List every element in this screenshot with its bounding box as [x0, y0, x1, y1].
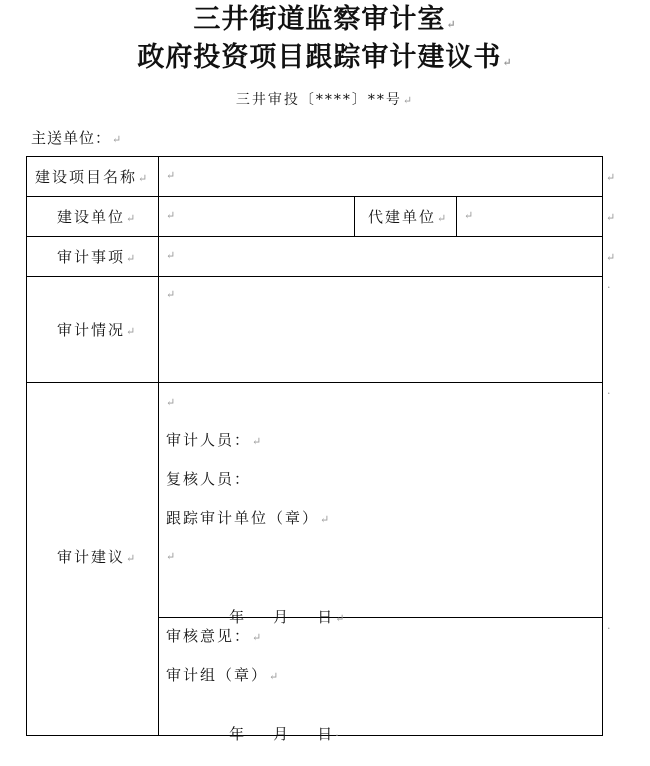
auditor-line: 审计人员：↵: [166, 431, 264, 449]
column-divider: [456, 196, 457, 236]
paragraph-mark-icon: ↵: [335, 612, 347, 625]
paragraph-mark-icon: ↵: [126, 552, 138, 565]
paragraph-mark-icon: ↵: [126, 325, 138, 338]
paragraph-mark-icon: ↵: [437, 212, 449, 225]
paragraph-mark-icon: ↵: [606, 251, 616, 264]
audit-suggestion-table: [26, 156, 616, 743]
paragraph-mark-icon: ↵: [166, 169, 176, 182]
document-title-line2: 政府投资项目跟踪审计建议书↵: [137, 42, 513, 73]
paragraph-mark-icon: ↵: [446, 18, 457, 31]
review-opinion-line: 审核意见：↵: [166, 627, 264, 645]
paragraph-mark-icon: ·: [335, 729, 341, 742]
agent-unit-label: 代建单位↵: [368, 208, 449, 226]
paragraph-mark-icon: ↵: [606, 171, 616, 184]
paragraph-mark-icon: ↵: [252, 435, 264, 448]
paragraph-mark-icon: ↵: [166, 209, 176, 222]
paragraph-mark-icon: ↵: [320, 513, 332, 526]
reviewer-line: 复核人员：: [166, 470, 252, 488]
paragraph-mark-icon: ↵: [502, 56, 513, 69]
recipient-line: 主送单位：↵: [31, 129, 123, 147]
date-line-2: 年 月 日·: [229, 725, 341, 743]
construction-unit-label: 建设单位↵: [57, 208, 138, 226]
document-number: 三井审投〔****〕**号↵: [235, 92, 415, 108]
cell-end-mark-icon: ·: [607, 281, 611, 294]
paragraph-mark-icon: ↵: [138, 172, 150, 185]
paragraph-mark-icon: ↵: [269, 670, 281, 683]
project-name-label: 建设项目名称↵: [35, 168, 150, 186]
paragraph-mark-icon: ↵: [606, 211, 616, 224]
paragraph-mark-icon: ↵: [402, 94, 415, 107]
cell-end-mark-icon: ·: [607, 387, 611, 400]
audit-matter-label: 审计事项↵: [57, 248, 138, 266]
audit-suggestion-label: 审计建议↵: [57, 548, 138, 566]
paragraph-mark-icon: ↵: [166, 288, 176, 301]
paragraph-mark-icon: ↵: [112, 133, 123, 146]
date-line: 年 月 日↵: [229, 608, 347, 626]
row-divider: [27, 236, 602, 237]
paragraph-mark-icon: ↵: [166, 396, 176, 409]
cell-end-mark-icon: ·: [607, 622, 611, 635]
audit-group-line: 审计组（章）↵: [166, 666, 281, 684]
column-divider: [354, 196, 355, 236]
paragraph-mark-icon: ↵: [126, 252, 138, 265]
document-title-line1: 三井街道监察审计室↵: [193, 4, 457, 35]
row-divider: [27, 196, 602, 197]
audit-situation-label: 审计情况↵: [57, 321, 138, 339]
paragraph-mark-icon: ↵: [464, 209, 474, 222]
row-divider: [27, 276, 602, 277]
row-divider: [27, 382, 602, 383]
paragraph-mark-icon: ↵: [252, 631, 264, 644]
paragraph-mark-icon: ↵: [166, 249, 176, 262]
tracking-unit-line: 跟踪审计单位（章）↵: [166, 509, 332, 527]
paragraph-mark-icon: ↵: [126, 212, 138, 225]
column-divider: [158, 157, 159, 735]
paragraph-mark-icon: ↵: [166, 550, 176, 563]
